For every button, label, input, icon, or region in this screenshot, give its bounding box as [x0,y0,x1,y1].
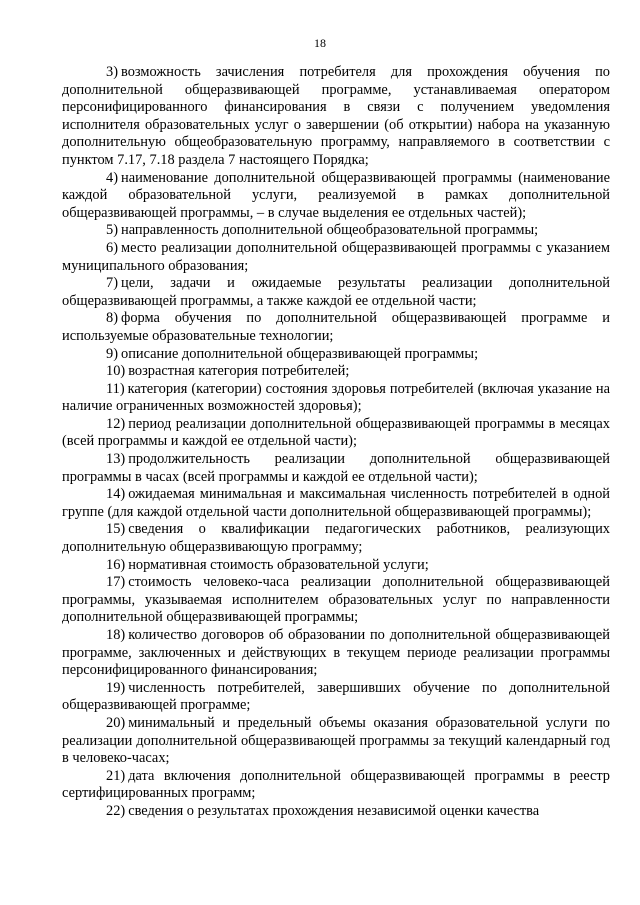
list-item [62,416,610,451]
item-text: место реализации дополнительной общеразвивающей программы с указанием муниципального образования; [62,239,610,274]
list-item [62,310,610,345]
list-item [62,821,610,839]
item-number: 17) [106,574,126,591]
item-text: возможность зачисления потребителя для прохождения обучения по дополнительной общеразвивающей программе, устанавливаемая оператором персонифицированного финансирования в связи с получением уведомления исполнителя образовательных услуг о завершении (об открытии) набора на указанную дополнительную общеобразовательную программу, направляемого в соответствии с пунктом 7.17, 7.18 раздела 7 настоящего Порядка; [62,64,610,168]
item-number: 7) [106,275,118,292]
item-number: 21) [106,767,126,784]
item-number: 15) [106,521,126,538]
item-text: наименование дополнительной общеразвивающей программы (наименование каждой образовательной услуги, реализуемой в рамках дополнительной общеразвивающей программы, – в случае выделения ее отдельных частей); [62,169,610,221]
list-item [62,680,610,715]
item-number: 12) [106,415,126,432]
list-item [62,451,610,486]
document-body [62,64,610,856]
list-item [62,381,610,416]
list-item [62,486,610,521]
item-number: 6) [106,239,118,256]
item-text: сведения о результатах прохождения независимой оценки качества [128,802,540,819]
list-item [62,557,610,575]
item-text: период реализации дополнительной общеразвивающей программы в месяцах (всей программы и каждой ее отдельной части); [62,415,610,450]
list-item [62,346,610,364]
item-text: ожидаемая минимальная и максимальная численность потребителей в одной группе (для каждой отдельной части дополнительной общеразвивающей программы); [62,486,610,520]
item-number: 19) [106,679,126,696]
list-item [62,275,610,310]
item-text: продолжительность реализации дополнительной общеразвивающей программы в часах (всей программы и каждой ее отдельной части); [62,451,610,485]
list-item [62,715,610,768]
item-text: описание дополнительной общеразвивающей программы; [121,345,479,362]
item-number: 11) [106,380,125,397]
item-text: категория (категории) состояния здоровья потребителей (включая указание на наличие ограниченных возможностей здоровья); [62,380,610,415]
list-item [62,64,610,170]
page-number: 18 [314,36,326,50]
list-item [62,803,610,821]
item-number: 9) [106,345,118,362]
list-item [62,363,610,381]
item-text: форма обучения по дополнительной общеразвивающей программе и используемые образовательные технологии; [62,310,610,344]
list-item [62,574,610,627]
item-text: стоимость человеко-часа реализации дополнительной общеразвивающей программы, указываемая исполнителем образовательных услуг по направленности дополнительной общеразвивающей программы; [62,574,610,626]
item-number: 5) [106,222,118,239]
item-number: 10) [106,363,126,380]
item-number: 14) [106,486,126,503]
item-number: 20) [106,714,126,731]
item-number: 13) [106,451,126,468]
item-number: 22) [106,802,126,819]
item-text: возрастная категория потребителей; [128,363,350,380]
list-item [62,240,610,275]
item-text: нормативная стоимость образовательной услуги; [128,556,429,573]
list-item [62,521,610,556]
item-text: направленность дополнительной общеобразовательной программы; [121,222,539,239]
item-number: 16) [106,556,126,573]
item-text: дата включения дополнительной общеразвивающей программы в реестр сертифицированных программ; [62,767,610,802]
list-item [62,627,610,680]
item-text: цели, задачи и ожидаемые результаты реализации дополнительной общеразвивающей программы, а также каждой ее отдельной части; [62,275,610,309]
list-item [62,170,610,223]
item-number: 18) [106,627,126,643]
item-number: 8) [106,310,118,327]
item-text: минимальный и предельный объемы оказания образовательной услуги по реализации дополнительной общеразвивающей программы за текущий календарный год в человеко-часах; [62,714,610,767]
list-item [62,768,610,803]
item-text: количество договоров об образовании по дополнительной общеразвивающей программе, заключенных и действующих в текущем периоде реализации программы персонифицированного финансирования; [62,627,610,679]
item-number: 4) [106,169,118,186]
list-item [62,222,610,240]
list-item [62,838,610,856]
item-number: 3) [106,64,118,80]
item-text: численность потребителей, завершивших обучение по дополнительной общеразвивающей программе; [62,679,610,714]
item-text: сведения о квалификации педагогических работников, реализующих дополнительную общеразвивающую программу; [62,521,610,556]
